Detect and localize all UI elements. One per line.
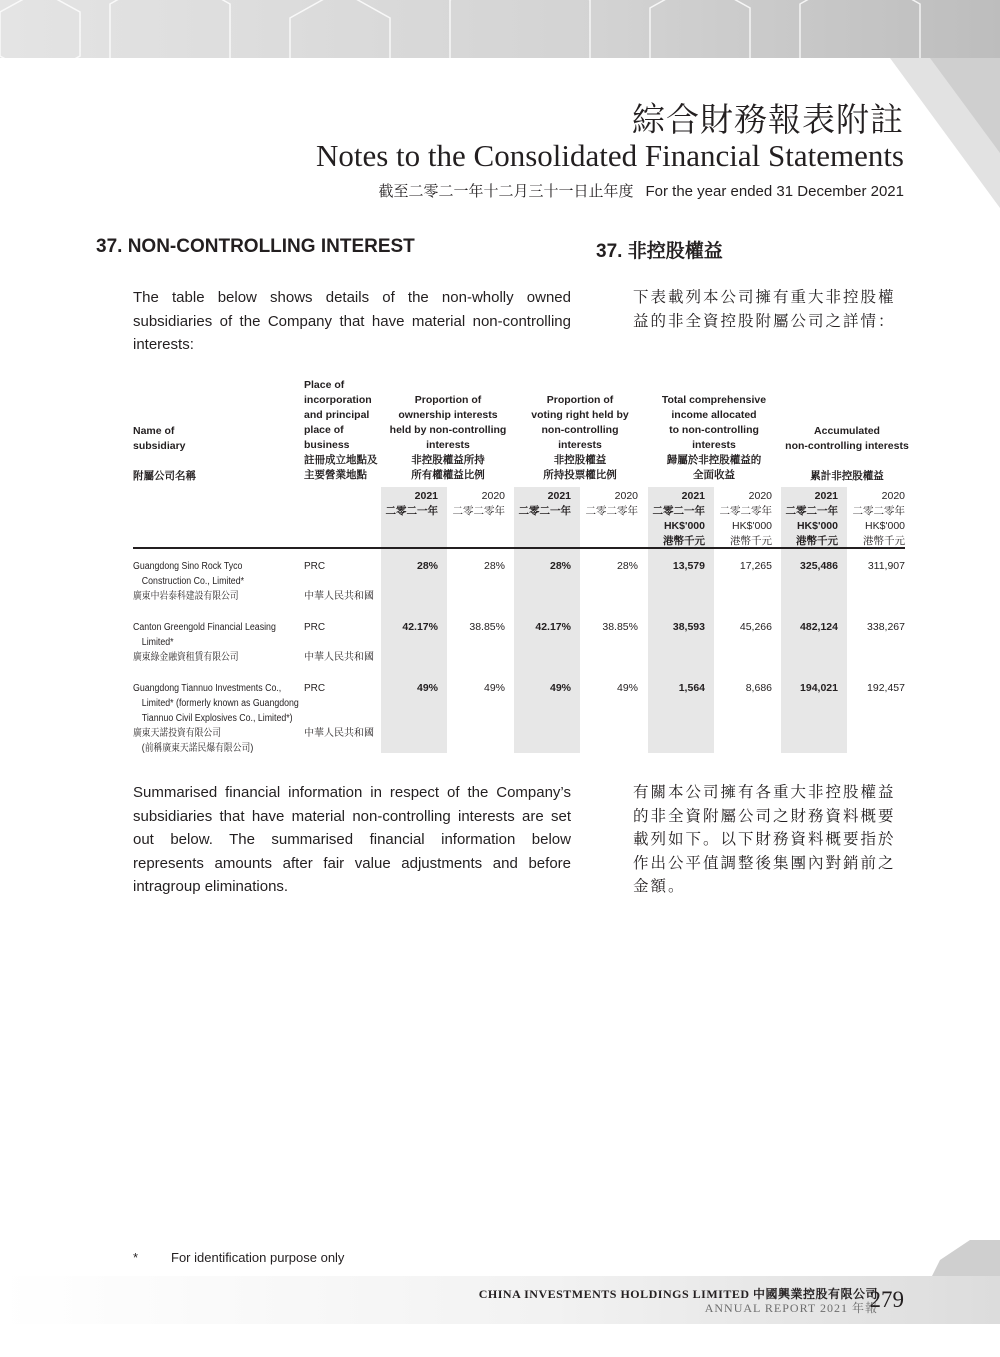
year-acc-2021: 2021 二零二一年 HK$'000 港幣千元 xyxy=(785,490,838,547)
cell-acc-2021: 482,124 xyxy=(800,621,838,633)
cell-tci-2021: 13,579 xyxy=(672,560,705,572)
cell-vote-2020: 49% xyxy=(616,682,638,694)
header-tci: Total comprehensive income allocated to non-controlling interests 歸屬於非控股權益的 全面收益 xyxy=(661,394,767,481)
section-heading-cn: 37. 非控股權益 xyxy=(596,241,723,262)
cell-acc-2021: 194,021 xyxy=(800,682,838,694)
cell-vote-2021: 42.17% xyxy=(535,621,571,633)
header-ownership: Proportion of ownership interests held by non-controlling interests 非控股權益所持 所有權權益比例 xyxy=(389,394,507,481)
cell-acc-2020: 192,457 xyxy=(867,682,905,694)
cell-own-2021: 49% xyxy=(416,682,438,694)
cell-acc-2020: 338,267 xyxy=(867,621,905,633)
period-line xyxy=(378,180,904,201)
table-row-place: PRC 中華人民共和國 xyxy=(304,683,374,739)
cell-tci-2021: 1,564 xyxy=(678,682,705,694)
cell-acc-2021: 325,486 xyxy=(800,560,838,572)
intro-text-en: The table below shows details of the non-wholly owned subsidiaries of the Company that have material non-controlling interests: xyxy=(133,289,571,353)
cell-tci-2020: 45,266 xyxy=(739,621,772,633)
cell-vote-2021: 28% xyxy=(549,560,571,572)
section-heading-en: 37. NON-CONTROLLING INTEREST xyxy=(96,236,415,257)
table-row-name: Canton Greengold Financial Leasing Limited* 廣東綠金融資租賃有限公司 xyxy=(133,622,276,663)
year-tci-2021: 2021 二零二一年 HK$'000 港幣千元 xyxy=(652,490,705,547)
summary-text-cn: 有關本公司擁有各重大非控股權益的非全資附屬公司之財務資料概要載列如下。以下財務資料概要指於作出公平值調整後集團內對銷前之金額。 xyxy=(633,784,896,895)
table-row-name: Guangdong Tiannuo Investments Co., Limited* (formerly known as Guangdong Tiannuo Civil Explosives Co., Limited*) 廣東天諾投資有限公司 (前稱廣東天諾民爆有限公司) xyxy=(133,683,299,754)
footnote-mark: * xyxy=(133,1250,139,1265)
cell-vote-2020: 28% xyxy=(616,560,638,572)
year-acc-2020: 2020 二零二零年 HK$'000 港幣千元 xyxy=(852,490,905,547)
shade-voting-2021 xyxy=(514,487,580,753)
year-own-2021: 2021 二零二一年 xyxy=(385,490,438,517)
cell-acc-2020: 311,907 xyxy=(867,560,905,572)
period-en: For the year ended 31 December 2021 xyxy=(645,183,904,200)
table-row-name: Guangdong Sino Rock Tyco Construction Co., Limited* 廣東中岩泰科建設有限公司 xyxy=(133,561,245,602)
table-row-place: PRC 中華人民共和國 xyxy=(304,622,374,663)
period-cn: 截至二零二一年十二月三十一日止年度 xyxy=(378,183,634,200)
header-accumulated: Accumulated non-controlling interests 累計非控股權益 xyxy=(785,425,909,482)
hexagon-pattern-icon xyxy=(0,0,1000,58)
header-name: Name of subsidiary 附屬公司名稱 xyxy=(133,425,196,482)
header-place: Place of incorporation and principal place of business 註冊成立地點及 主要營業地點 xyxy=(304,379,378,481)
corner-triangle-icon xyxy=(890,58,1000,208)
page-title-cn: 綜合財務報表附註 xyxy=(632,100,904,139)
header-band xyxy=(0,0,1000,58)
cell-vote-2020: 38.85% xyxy=(602,621,638,633)
page-number: 279 xyxy=(869,1287,904,1312)
cell-tci-2020: 8,686 xyxy=(745,682,772,694)
header-voting: Proportion of voting right held by non-controlling interests 非控股權益 所持投票權比例 xyxy=(531,394,629,481)
year-tci-2020: 2020 二零二零年 HK$'000 港幣千元 xyxy=(719,490,772,547)
cell-own-2020: 49% xyxy=(483,682,505,694)
summary-text-en: Summarised financial information in respect of the Company’s subsidiaries that have material non-controlling interests are set out below. The summarised financial information below represents amounts after fair value adjustments and before intragroup eliminations. xyxy=(133,784,571,895)
table-header-rule xyxy=(133,547,905,549)
footer-report: ANNUAL REPORT 2021 年報 xyxy=(704,1301,878,1315)
cell-tci-2020: 17,265 xyxy=(739,560,772,572)
cell-own-2021: 28% xyxy=(416,560,438,572)
footer-company: CHINA INVESTMENTS HOLDINGS LIMITED 中國興業控股有限公司 xyxy=(478,1287,878,1301)
year-vote-2021: 2021 二零二一年 xyxy=(518,490,571,517)
intro-text-cn: 下表載列本公司擁有重大非控股權益的非全資控股附屬公司之詳情： xyxy=(633,289,896,330)
year-vote-2020: 2020 二零二零年 xyxy=(585,490,638,517)
cell-vote-2021: 49% xyxy=(549,682,571,694)
table-row-place: PRC 中華人民共和國 xyxy=(304,561,374,602)
footnote-text: For identification purpose only xyxy=(171,1250,345,1265)
year-own-2020: 2020 二零二零年 xyxy=(452,490,505,517)
cell-own-2020: 38.85% xyxy=(469,621,505,633)
cell-own-2020: 28% xyxy=(483,560,505,572)
shade-ownership-2021 xyxy=(381,487,447,753)
cell-tci-2021: 38,593 xyxy=(672,621,705,633)
cell-own-2021: 42.17% xyxy=(402,621,438,633)
page-title-en: Notes to the Consolidated Financial Statements xyxy=(315,138,904,173)
